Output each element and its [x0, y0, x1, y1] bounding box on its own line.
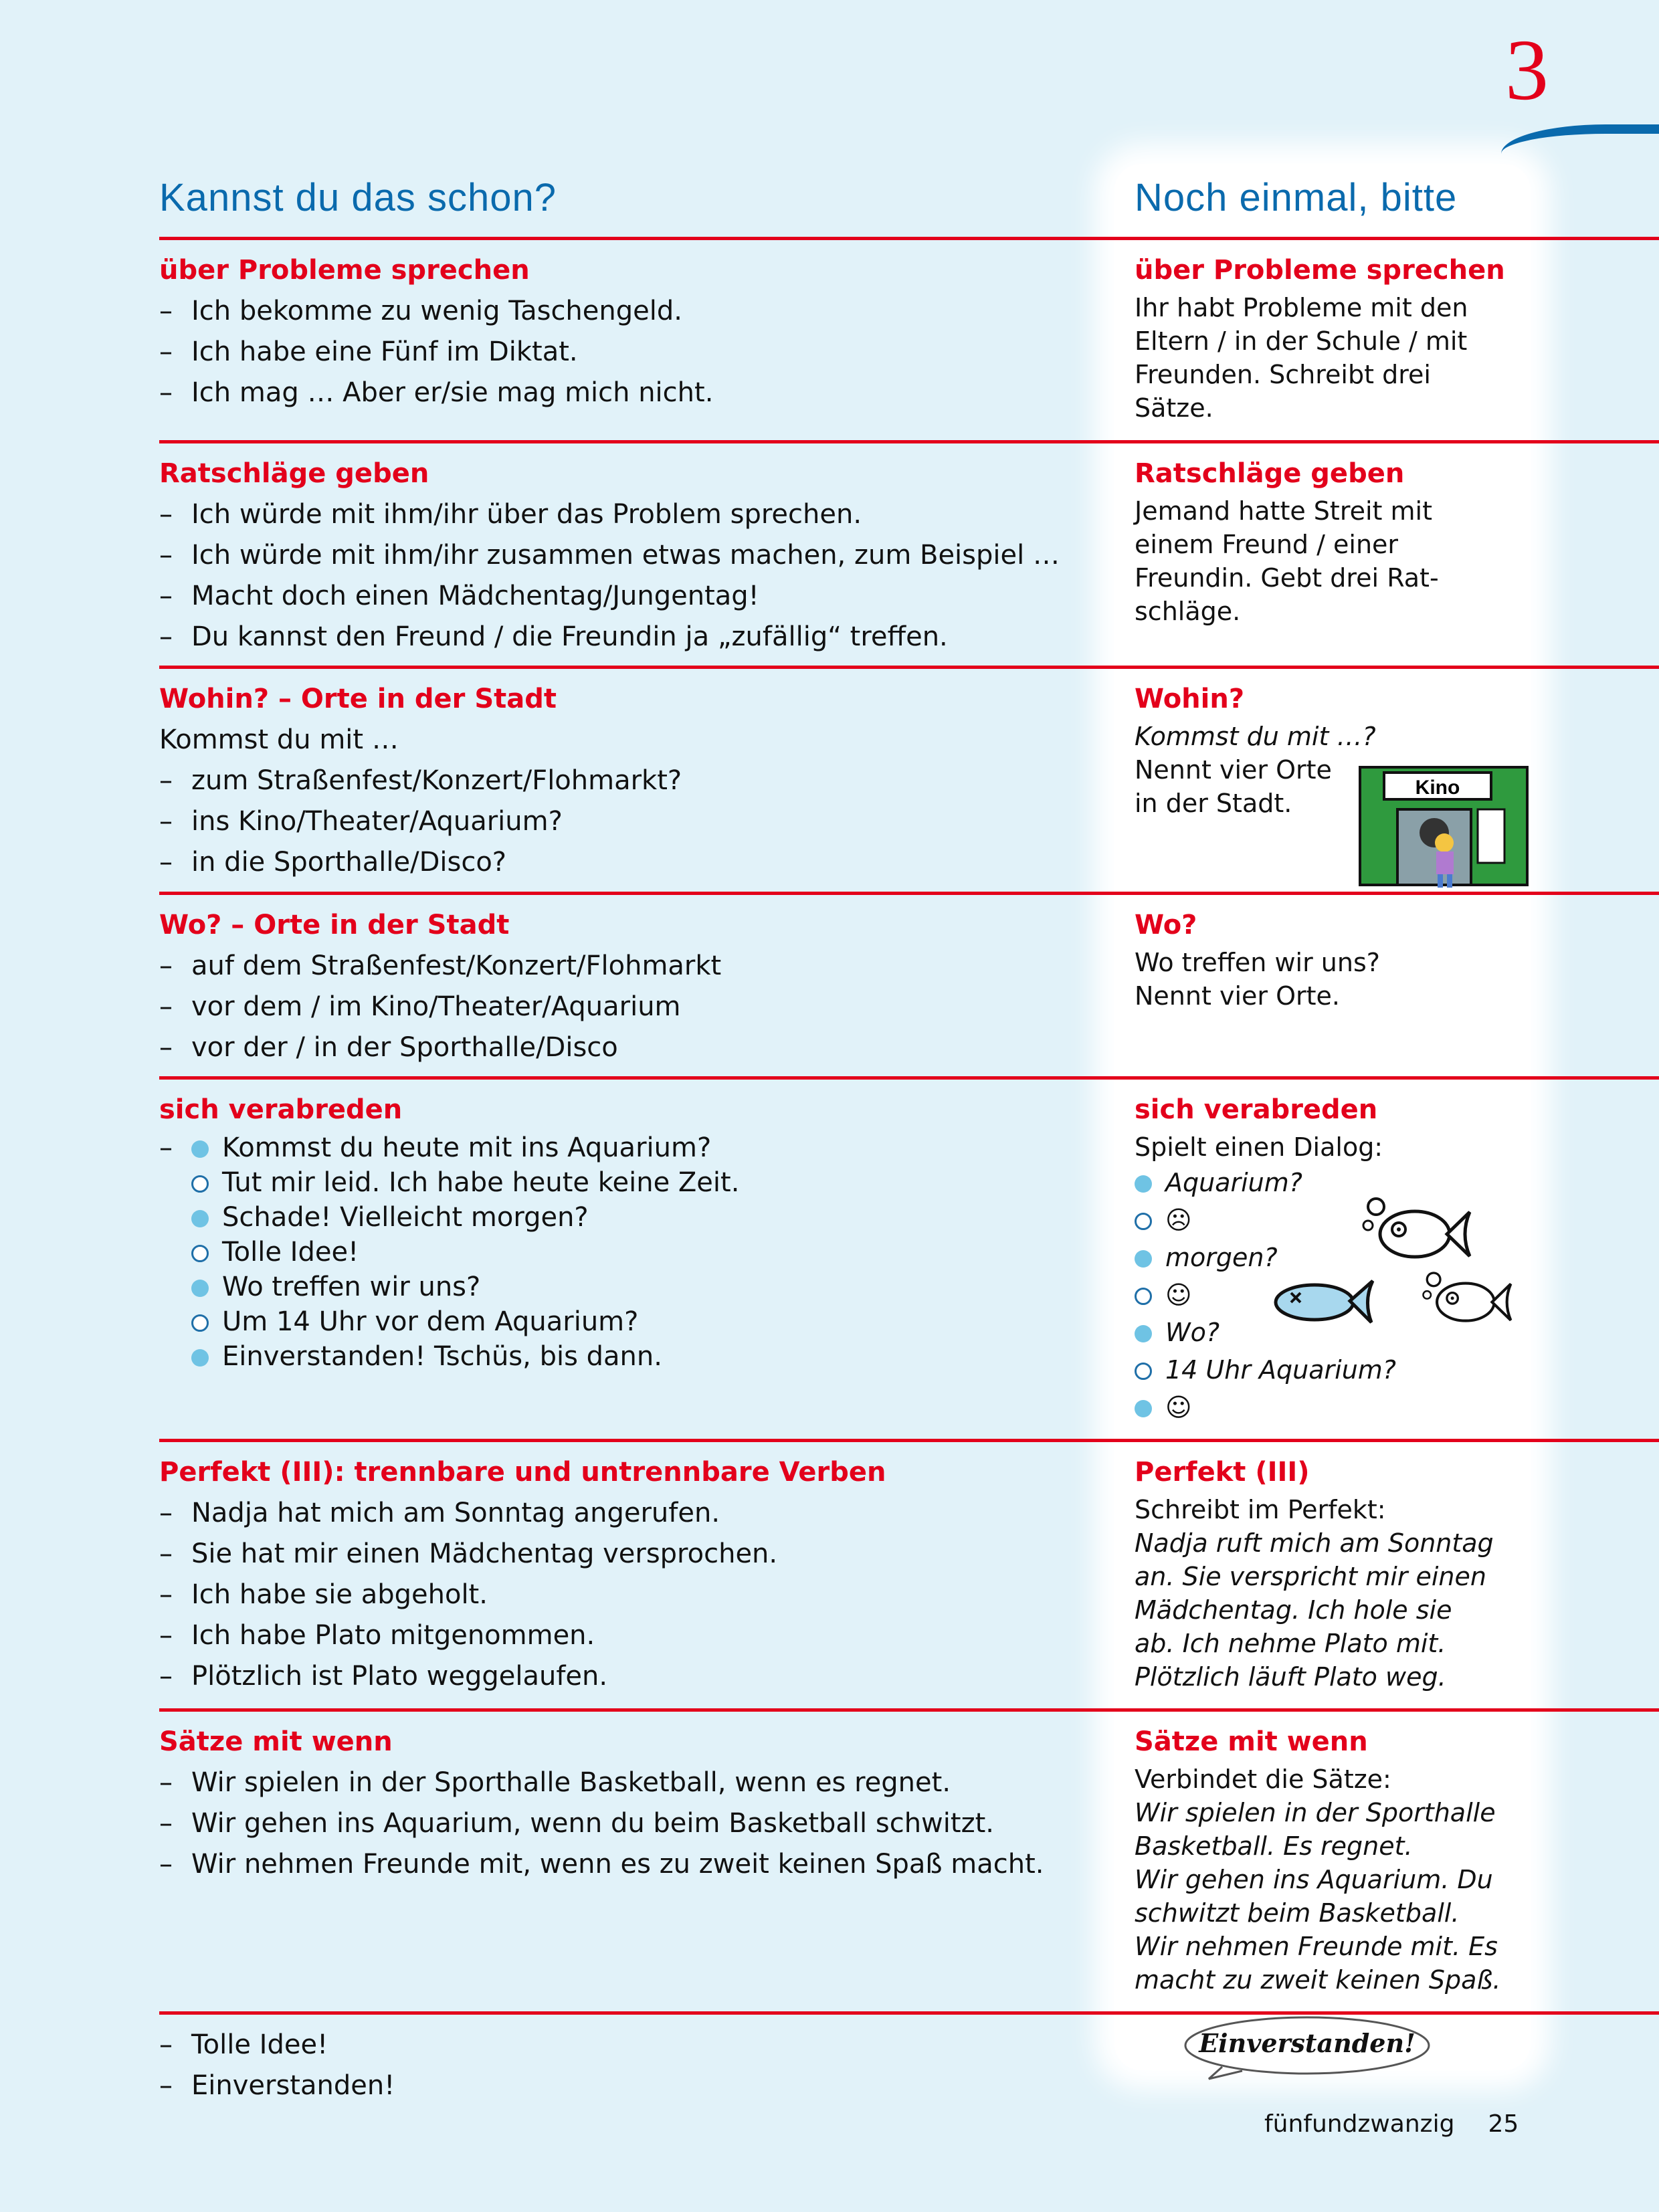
dialog-prompt — [1135, 1351, 1536, 1389]
left-section — [159, 679, 1096, 883]
dialog-line — [159, 1304, 1096, 1339]
page-footer — [1264, 2110, 1519, 2138]
section-heading: Perfekt (III): trennbare und untrennbare Verben — [159, 1457, 886, 1488]
exercise-line: Sätze. — [1135, 393, 1213, 423]
prompt-text: ☺ — [1165, 1280, 1192, 1310]
kino-sign: Kino — [1415, 777, 1460, 799]
right-section — [1135, 905, 1536, 1013]
filled-circle-icon — [1135, 1325, 1152, 1342]
dialog-text: Tolle Idee! — [222, 1237, 359, 1268]
section-heading: Wohin? – Orte in der Stadt — [159, 684, 557, 714]
dialog-text: Um 14 Uhr vor dem Aquarium? — [222, 1306, 639, 1337]
list-item: – Wir spielen in der Sporthalle Basketball, wenn es regnet. — [159, 1763, 1096, 1803]
dialog-line — [159, 1200, 1096, 1235]
exercise-line: Verbindet die Sätze: — [1135, 1765, 1391, 1794]
list-item: – ins Kino/Theater/Aquarium? — [159, 801, 1096, 842]
right-section — [1135, 1722, 1536, 1997]
exercise-line: Plötzlich läuft Plato weg. — [1135, 1662, 1446, 1692]
cinema-illustration — [1357, 759, 1531, 893]
exercise-line: einem Freund / einer — [1135, 530, 1399, 559]
filled-circle-icon — [191, 1140, 209, 1158]
section-divider — [159, 1439, 1659, 1442]
list-item: – Nadja hat mich am Sonntag angerufen. — [159, 1493, 1096, 1534]
dialog-prompt — [1135, 1201, 1536, 1239]
exercise-heading: Wo? — [1135, 910, 1197, 940]
list-item: – Ich würde mit ihm/ihr zusammen etwas machen, zum Beispiel … — [159, 535, 1096, 576]
exercise-line: schwitzt beim Basketball. — [1135, 1898, 1460, 1928]
left-section — [159, 1452, 1096, 1697]
exercise-line: an. Sie verspricht mir einen — [1135, 1562, 1486, 1591]
right-section — [1135, 454, 1536, 628]
dialog-line — [159, 1165, 1096, 1200]
section-divider — [159, 440, 1659, 443]
list-item: – Du kannst den Freund / die Freundin ja „zufällig“ treffen. — [159, 617, 1096, 658]
exercise-line: Wir spielen in der Sporthalle — [1135, 1798, 1496, 1827]
filled-circle-icon — [191, 1210, 209, 1227]
list-item: – Ich mag … Aber er/sie mag mich nicht. — [159, 373, 1096, 413]
list-item: – vor dem / im Kino/Theater/Aquarium — [159, 987, 1096, 1027]
list-item: – Ich habe Plato mitgenommen. — [159, 1615, 1096, 1656]
exercise-heading: Sätze mit wenn — [1135, 1726, 1368, 1757]
hollow-circle-icon — [191, 1245, 209, 1262]
left-section — [159, 1722, 1096, 1885]
exercise-line: Schreibt im Perfekt: — [1135, 1495, 1386, 1524]
list-item: – vor der / in der Sporthalle/Disco — [159, 1027, 1096, 1068]
exercise-heading: Perfekt (III) — [1135, 1457, 1310, 1488]
dialog-text: Tut mir leid. Ich habe heute keine Zeit. — [222, 1167, 740, 1198]
filled-circle-icon — [1135, 1175, 1152, 1193]
exercise-line: Eltern / in der Schule / mit — [1135, 326, 1468, 356]
prompt-text: morgen? — [1165, 1243, 1278, 1272]
hollow-circle-icon — [191, 1175, 209, 1193]
list-item: – Ich habe eine Fünf im Diktat. — [159, 332, 1096, 373]
right-section — [1135, 250, 1536, 425]
speech-bubble-text: Einverstanden! — [1199, 2028, 1416, 2058]
exercise-line: Wo treffen wir uns? — [1135, 948, 1380, 977]
exercise-line: Mädchentag. Ich hole sie — [1135, 1595, 1452, 1625]
section-divider — [159, 1708, 1659, 1712]
dialog-line — [159, 1130, 1096, 1165]
dialog-prompt — [1135, 1164, 1536, 1201]
left-column-title: Kannst du das schon? — [159, 176, 557, 219]
dead-fish-icon — [1271, 1274, 1378, 1328]
exercise-line: Freundin. Gebt drei Rat- — [1135, 563, 1439, 593]
filled-circle-icon — [191, 1349, 209, 1367]
chapter-number: 3 — [1505, 22, 1549, 118]
left-section — [159, 2025, 1096, 2106]
list-item: – in die Sporthalle/Disco? — [159, 842, 1096, 883]
exercise-heading: über Probleme sprechen — [1135, 255, 1505, 286]
list-item: – Sie hat mir einen Mädchentag versprochen. — [159, 1534, 1096, 1575]
section-heading: Sätze mit wenn — [159, 1726, 393, 1757]
right-section — [1135, 1452, 1536, 1694]
prompt-text: ☺ — [1165, 1393, 1192, 1422]
prompt-text: Aquarium? — [1165, 1168, 1302, 1197]
section-heading: über Probleme sprechen — [159, 255, 530, 286]
exercise-line: Spielt einen Dialog: — [1135, 1132, 1383, 1162]
left-section — [159, 250, 1096, 413]
section-heading: sich verabreden — [159, 1094, 403, 1125]
section-divider — [159, 237, 1659, 240]
hollow-circle-icon — [191, 1314, 209, 1332]
exercise-line: Nadja ruft mich am Sonntag — [1135, 1528, 1494, 1558]
exercise-line: Jemand hatte Streit mit — [1135, 496, 1432, 526]
list-item: – Wir nehmen Freunde mit, wenn es zu zweit keinen Spaß macht. — [159, 1844, 1096, 1885]
dialog-line — [159, 1235, 1096, 1270]
chapter-swoosh — [1501, 124, 1659, 154]
filled-circle-icon — [191, 1280, 209, 1297]
list-item: – Macht doch einen Mädchentag/Jungentag! — [159, 576, 1096, 617]
hollow-circle-icon — [1135, 1288, 1152, 1305]
filled-circle-icon — [1135, 1400, 1152, 1417]
exercise-line: Wir gehen ins Aquarium. Du — [1135, 1865, 1493, 1894]
right-column-title: Noch einmal, bitte — [1135, 176, 1458, 219]
section-divider — [159, 1076, 1659, 1080]
dialog-text: Schade! Vielleicht morgen? — [222, 1202, 589, 1233]
list-item: – Ich habe sie abgeholt. — [159, 1575, 1096, 1615]
dialog-text: Einverstanden! Tschüs, bis dann. — [222, 1341, 662, 1372]
exercise-line: macht zu zweit keinen Spaß. — [1135, 1965, 1501, 1995]
list-item: – Plötzlich ist Plato weggelaufen. — [159, 1656, 1096, 1697]
right-section — [1135, 1090, 1536, 1426]
exercise-line: Ihr habt Probleme mit den — [1135, 293, 1468, 322]
left-section — [159, 454, 1096, 658]
hollow-circle-icon — [1135, 1363, 1152, 1380]
exercise-heading: sich verabreden — [1135, 1094, 1378, 1125]
dialog-prompt — [1135, 1389, 1536, 1426]
dialog-line — [159, 1339, 1096, 1374]
prompt-text: ☹ — [1165, 1205, 1192, 1235]
exercise-line: Basketball. Es regnet. — [1135, 1831, 1413, 1861]
list-item: – zum Straßenfest/Konzert/Flohmarkt? — [159, 761, 1096, 801]
list-item: – auf dem Straßenfest/Konzert/Flohmarkt — [159, 946, 1096, 987]
left-section — [159, 905, 1096, 1068]
dialog-line — [159, 1270, 1096, 1304]
left-section — [159, 1090, 1096, 1374]
exercise-line: Freunden. Schreibt drei — [1135, 360, 1431, 389]
speech-bubble — [1182, 2013, 1432, 2080]
section-heading: Wo? – Orte in der Stadt — [159, 910, 510, 940]
exercise-line: Wir nehmen Freunde mit. Es — [1135, 1932, 1498, 1961]
prompt-text: 14 Uhr Aquarium? — [1165, 1355, 1396, 1385]
page-number: 25 — [1488, 2110, 1519, 2138]
section-divider — [159, 666, 1659, 669]
section-heading: Ratschläge geben — [159, 458, 429, 489]
exercise-line: schläge. — [1135, 597, 1241, 626]
prompt-text: Wo? — [1165, 1318, 1219, 1347]
exercise-line: ab. Ich nehme Plato mit. — [1135, 1629, 1446, 1658]
list-item: – Tolle Idee! — [159, 2025, 1096, 2066]
exercise-line: Kommst du mit …? — [1135, 722, 1376, 751]
list-item: Kommst du mit … — [159, 724, 399, 755]
list-item: – Ich würde mit ihm/ihr über das Problem sprechen. — [159, 494, 1096, 535]
list-item: – Ich bekomme zu wenig Taschengeld. — [159, 291, 1096, 332]
exercise-heading: Ratschläge geben — [1135, 458, 1405, 489]
exercise-line: Nennt vier Orte — [1135, 755, 1332, 785]
list-item: – Wir gehen ins Aquarium, wenn du beim Basketball schwitzt. — [159, 1803, 1096, 1844]
fish-icon — [1361, 1197, 1475, 1264]
exercise-heading: Wohin? — [1135, 684, 1245, 714]
list-item: – Einverstanden! — [159, 2066, 1096, 2106]
page-number-word: fünfundzwanzig — [1264, 2110, 1455, 2138]
fish-icon — [1422, 1271, 1515, 1328]
exercise-line: Nennt vier Orte. — [1135, 981, 1340, 1011]
dash-marker: – — [159, 1132, 173, 1163]
section-divider — [159, 2011, 1659, 2015]
filled-circle-icon — [1135, 1250, 1152, 1268]
dialog-text: Kommst du heute mit ins Aquarium? — [222, 1132, 712, 1163]
hollow-circle-icon — [1135, 1213, 1152, 1230]
dialog-text: Wo treffen wir uns? — [222, 1272, 481, 1302]
exercise-line: in der Stadt. — [1135, 789, 1292, 818]
